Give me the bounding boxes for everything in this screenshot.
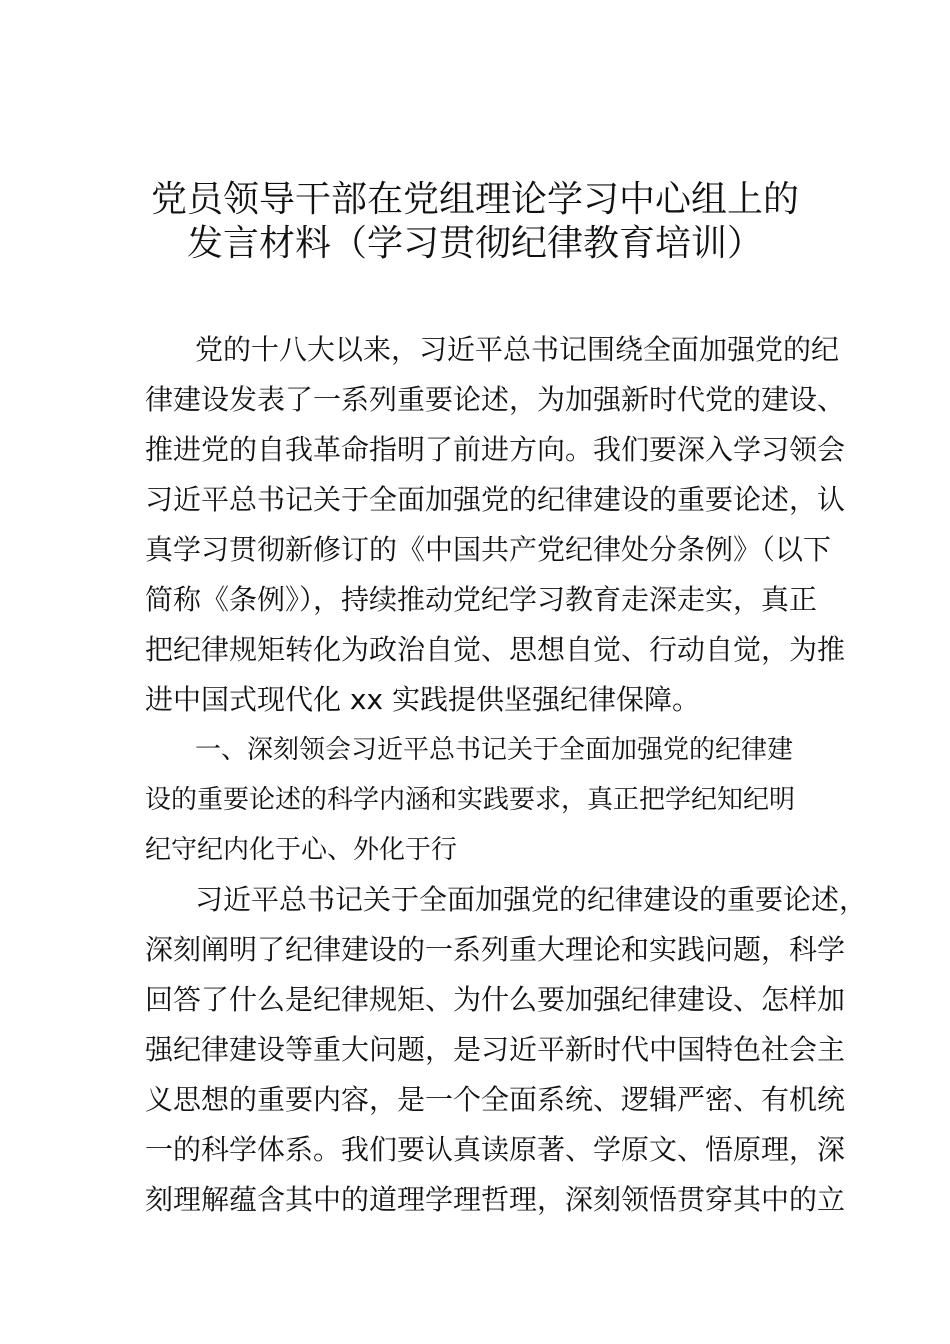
title-line-1: 党员领导干部在党组理论学习中心组上的 [150,179,799,220]
paragraph-1-line: 推进党的自我革命指明了前进方向。我们要深入学习领会 [145,433,846,466]
section-heading-line: 纪守纪内化于心、外化于行 [145,835,458,865]
paragraph-1-line: 习近平总书记关于全面加强党的纪律建设的重要论述，认 [145,483,846,516]
document-title [120,178,830,268]
paragraph-2-line: 一的科学体系。我们要认真读原著、学原文、悟原理，深 [145,1133,846,1166]
title-line-2: 发言材料（学习贯彻纪律教育培训） [186,223,763,264]
section-heading-line: 一、深刻领会习近平总书记关于全面加强党的纪律建 [195,735,794,765]
paragraph-2-line: 深刻阐明了纪律建设的一系列重大理论和实践问题，科学 [145,933,846,966]
section-heading-line: 设的重要论述的科学内涵和实践要求，真正把学纪知纪明 [145,785,796,815]
paragraph-1-line: 党的十八大以来，习近平总书记围绕全面加强党的纪 [195,333,840,366]
paragraph-1-line: 把纪律规矩转化为政治自觉、思想自觉、行动自觉，为推 [145,633,846,666]
paragraph-2-line: 强纪律建设等重大问题，是习近平新时代中国特色社会主 [145,1033,846,1066]
paragraph-2-line: 义思想的重要内容，是一个全面系统、逻辑严密、有机统 [145,1083,846,1116]
paragraph-2-line: 习近平总书记关于全面加强党的纪律建设的重要论述， [195,883,868,916]
paragraph-1-line: 进中国式现代化 xx 实践提供坚强纪律保障。 [145,683,700,716]
paragraph-2-line: 回答了什么是纪律规矩、为什么要加强纪律建设、怎样加 [145,983,846,1016]
paragraph-1-line: 律建设发表了一系列重要论述，为加强新时代党的建设、 [145,383,846,416]
paragraph-1-line: 真学习贯彻新修订的《中国共产党纪律处分条例》（以下 [145,533,832,566]
paragraph-2-line: 刻理解蕴含其中的道理学理哲理，深刻领悟贯穿其中的立 [145,1183,846,1216]
paragraph-1-line: 简称《条例》），持续推动党纪学习教育走深走实，真正 [145,583,818,616]
